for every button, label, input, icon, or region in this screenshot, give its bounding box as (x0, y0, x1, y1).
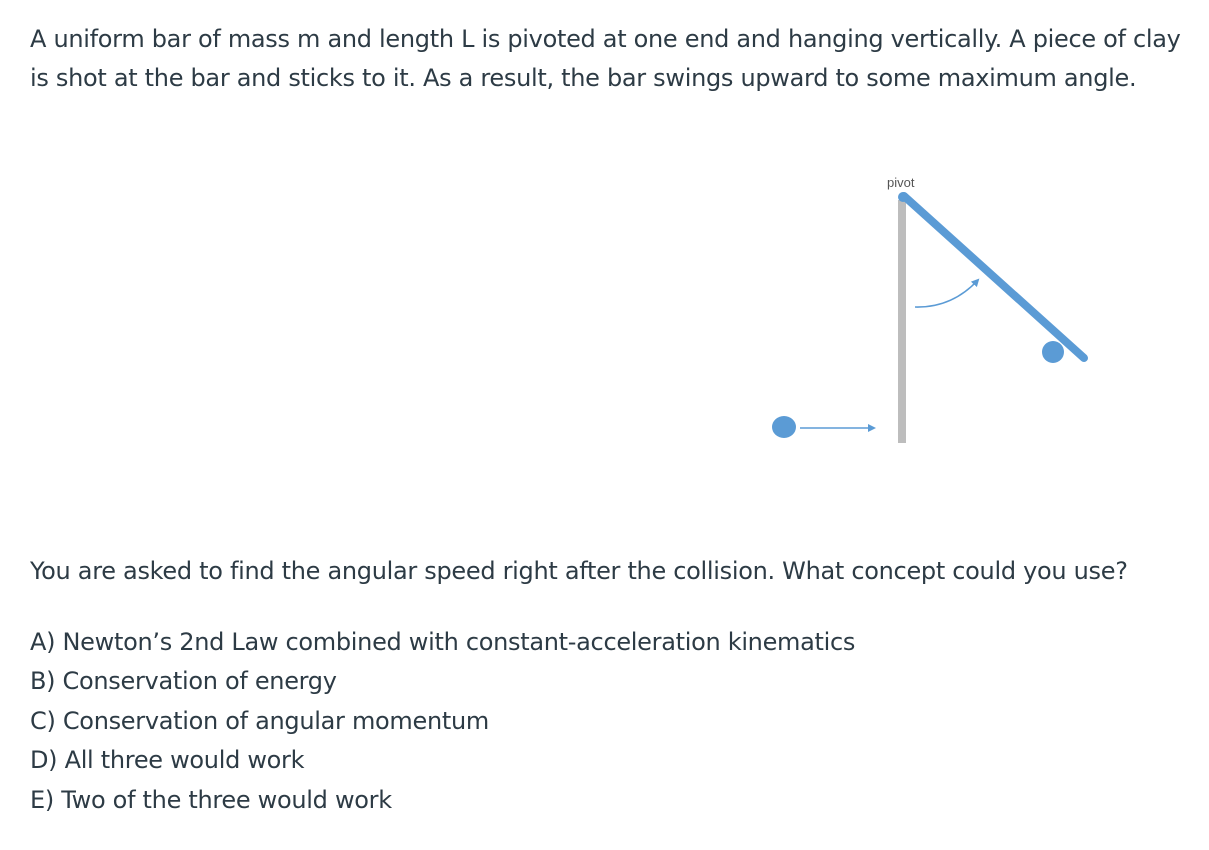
question-text: You are asked to find the angular speed right after the collision. What concept could you use? (30, 557, 1128, 585)
option-d[interactable]: D) All three would work (30, 746, 305, 775)
option-c[interactable]: C) Conservation of angular momentum (30, 706, 489, 735)
clay-on-bar (1042, 341, 1064, 363)
pivot-point (898, 192, 908, 202)
pendulum-bar-figure (740, 160, 1140, 460)
answer-options (30, 623, 855, 820)
incoming-clay (772, 416, 796, 438)
option-b[interactable]: B) Conservation of energy (30, 667, 337, 696)
pivot-label: pivot (887, 175, 915, 190)
option-e[interactable]: E) Two of the three would work (30, 785, 392, 814)
option-a[interactable]: A) Newton’s 2nd Law combined with constant-acceleration kinematics (30, 628, 856, 656)
swung-bar (904, 196, 1084, 358)
swing-arrow (915, 280, 978, 307)
problem-intro: A uniform bar of mass m and length L is pivoted at one end and hanging vertically. A piece of clay is shot at the bar and sticks to it. As a result, the bar swings upward to some maximum angle. (30, 25, 1181, 92)
